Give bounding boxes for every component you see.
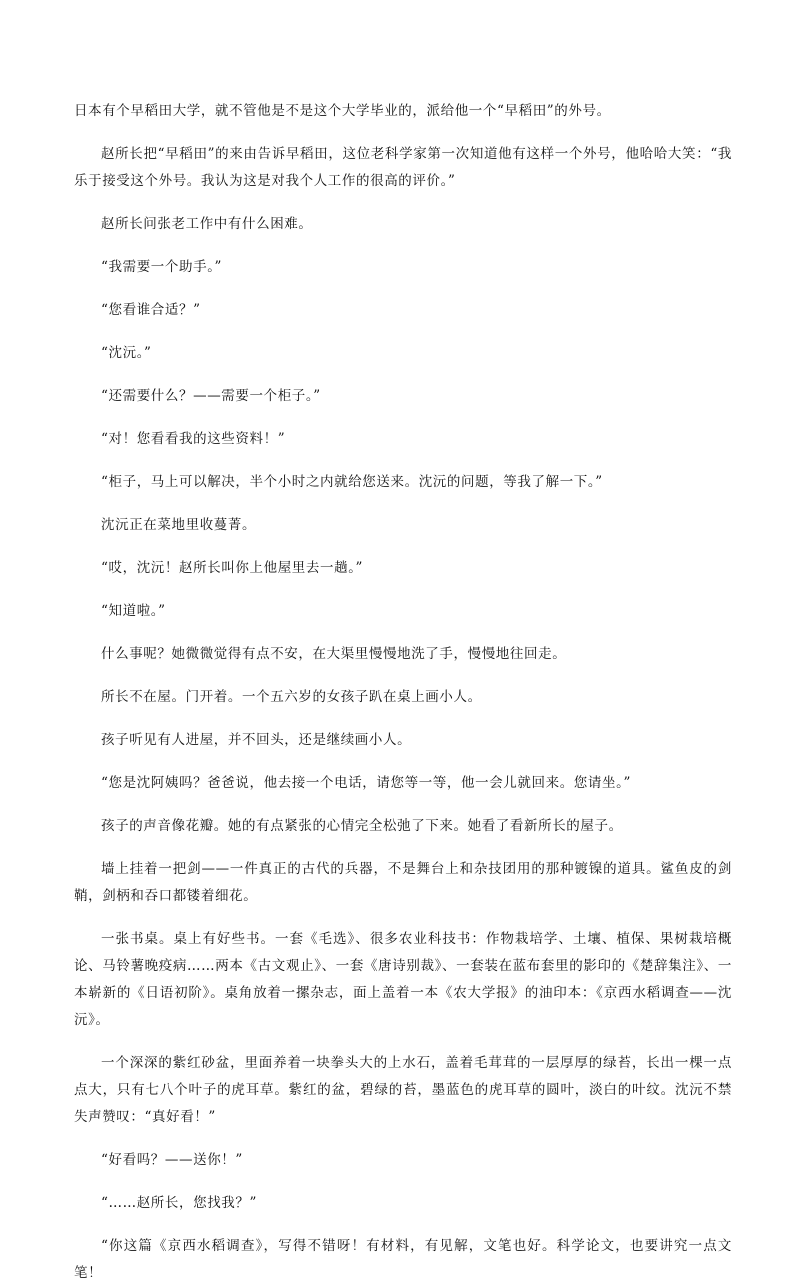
paragraph: “您是沈阿姨吗？爸爸说，他去接一个电话，请您等一等，他一会儿就回来。您请坐。” xyxy=(101,775,631,791)
paragraph: 所长不在屋。门开着。一个五六岁的女孩子趴在桌上画小人。 xyxy=(101,689,482,705)
paragraph: 一个深深的紫红砂盆，里面养着一块拳头大的上水石，盖着毛茸茸的一层厚厚的绿苔，长出一棵一点点大，只有七八个叶子的虎耳草。紫红的盆，碧绿的苔，墨蓝色的虎耳草的圆叶，淡白的叶纹。沈沅不禁失声赞叹：“真好看！” xyxy=(74,1055,732,1125)
paragraph: “……赵所长，您找我？” xyxy=(101,1195,258,1211)
paragraph: 孩子听见有人进屋，并不回头，还是继续画小人。 xyxy=(101,732,412,748)
paragraph: 日本有个早稻田大学，就不管他是不是这个大学毕业的，派给他一个“早稻田”的外号。 xyxy=(74,103,611,119)
paragraph: “还需要什么？——需要一个柜子。” xyxy=(101,388,321,404)
paragraph: 赵所长问张老工作中有什么困难。 xyxy=(101,216,313,232)
paragraph: “哎，沈沅！赵所长叫你上他屋里去一趟。” xyxy=(101,560,364,576)
paragraph: “好看吗？——送你！” xyxy=(101,1152,243,1168)
paragraph: “对！您看看我的这些资料！” xyxy=(101,431,286,447)
paragraph: 沈沅正在菜地里收蔓菁。 xyxy=(101,517,257,533)
paragraph: “沈沅。” xyxy=(101,345,152,361)
paragraph: “你这篇《京西水稻调查》，写得不错呀！有材料，有见解，文笔也好。科学论文，也要讲究一点文笔！ xyxy=(74,1238,732,1281)
paragraph: 赵所长把“早稻田”的来由告诉早稻田，这位老科学家第一次知道他有这样一个外号，他哈哈大笑：“我乐于接受这个外号。我认为这是对我个人工作的很高的评价。” xyxy=(74,146,732,189)
paragraph: 什么事呢？她微微觉得有点不安，在大渠里慢慢地洗了手，慢慢地往回走。 xyxy=(101,646,567,662)
paragraph: “我需要一个助手。” xyxy=(101,259,223,275)
paragraph: “知道啦。” xyxy=(101,603,166,619)
paragraph: “柜子，马上可以解决，半个小时之内就给您送来。沈沅的问题，等我了解一下。” xyxy=(101,474,603,490)
paragraph: 孩子的声音像花瓣。她的有点紧张的心情完全松弛了下来。她看了看新所长的屋子。 xyxy=(101,818,623,834)
paragraph: 一张书桌。桌上有好些书。一套《毛选》、很多农业科技书：作物栽培学、土壤、植保、果树栽培概论、马铃薯晚疫病……两本《古文观止》、一套《唐诗别裁》、一套装在蓝布套里的影印的《楚辞集注》、一本崭新的《日语初阶》。桌角放着一摞杂志，面上盖着一本《农大学报》的油印本：《京西水稻调查——沈沅》。 xyxy=(74,931,732,1028)
paragraph: “您看谁合适？” xyxy=(101,302,201,318)
paragraph: 墙上挂着一把剑——一件真正的古代的兵器，不是舞台上和杂技团用的那种镀镍的道具。鲨鱼皮的剑鞘，剑柄和吞口都镂着细花。 xyxy=(74,861,732,904)
